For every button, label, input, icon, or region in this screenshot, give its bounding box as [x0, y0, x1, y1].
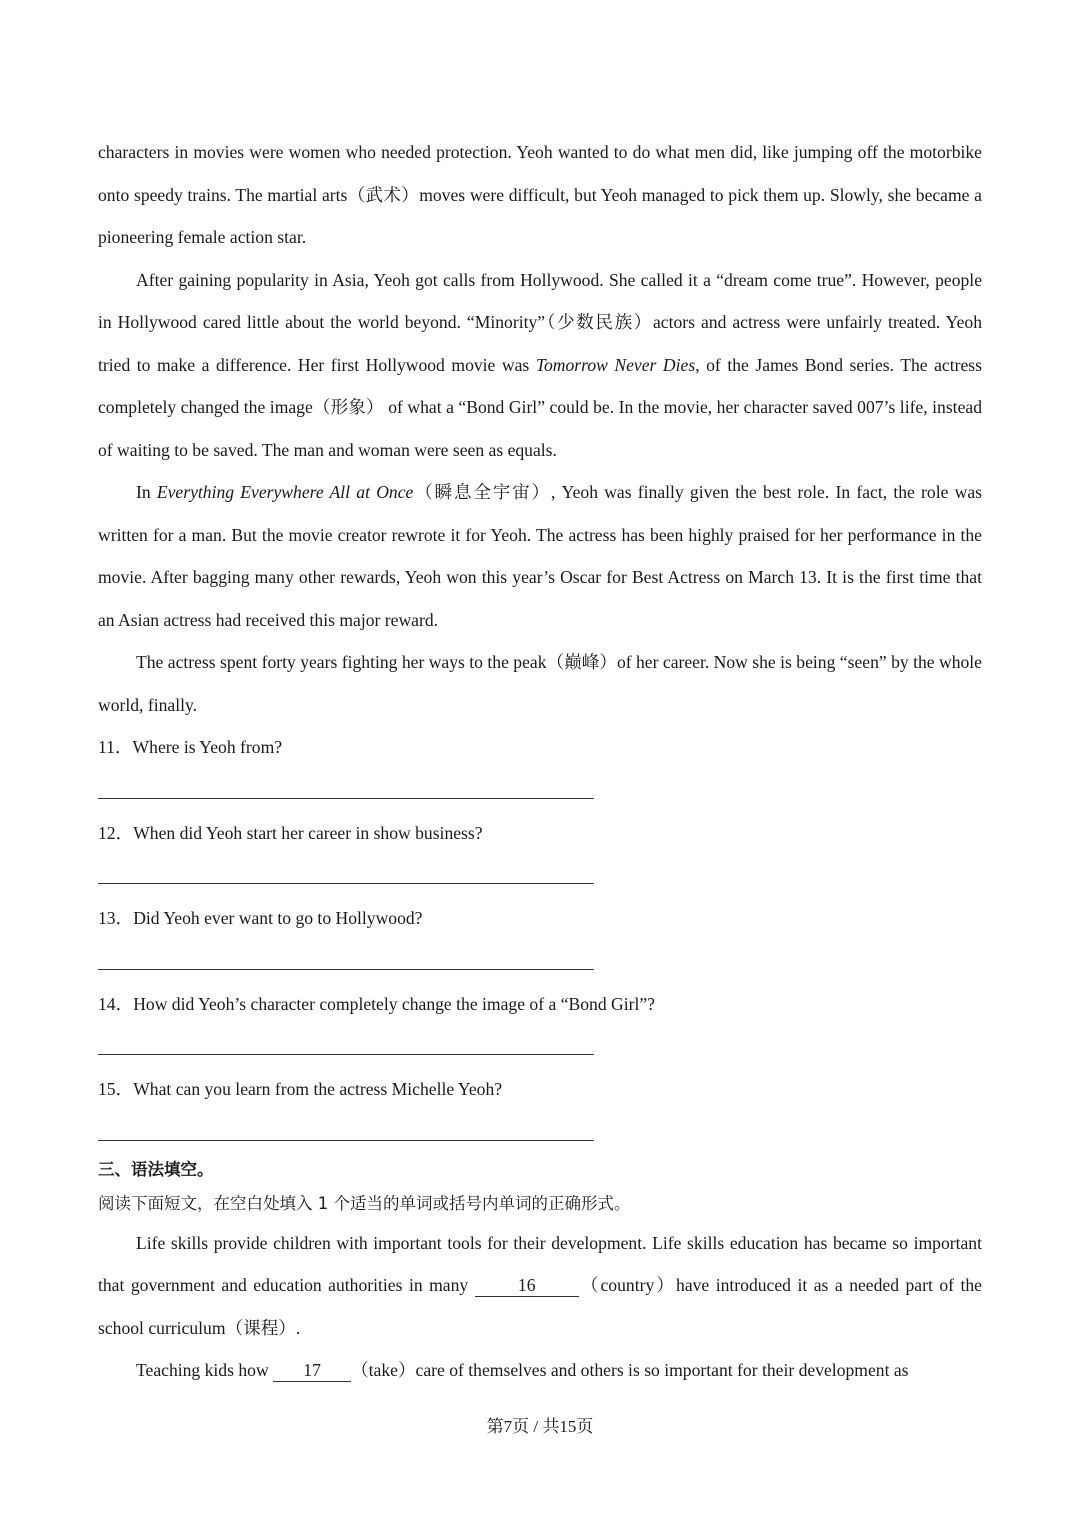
document-body [98, 131, 982, 1392]
question-number: 14． [98, 993, 134, 1014]
question-text: How did Yeoh’s character completely change the image of a “Bond Girl”? [133, 993, 655, 1014]
question-text: Where is Yeoh from? [132, 737, 283, 757]
question-11 [98, 726, 982, 769]
question-number: 15． [98, 1079, 134, 1099]
movie-title: Tomorrow Never Dies [535, 354, 696, 375]
answer-line-13 [98, 969, 594, 970]
question-number: 12． [98, 822, 134, 843]
question-12 [98, 812, 982, 855]
grammar-paragraph-1 [98, 1222, 982, 1350]
answer-line-12 [98, 883, 594, 884]
passage-paragraph-2 [98, 259, 982, 472]
passage-text: （country）have introduced it as a needed part of the school curriculum（课程）. [98, 1275, 982, 1338]
passage-text: In [136, 482, 157, 502]
movie-title: Everything Everywhere All at Once [156, 482, 414, 502]
passage-paragraph-4: The actress spent forty years fighting her ways to the peak（巅峰）of her career. Now she is being “seen” by the whole world, finally. [98, 652, 982, 715]
question-text: Did Yeoh ever want to go to Hollywood? [133, 908, 423, 928]
question-14 [98, 983, 982, 1026]
question-15 [98, 1068, 982, 1111]
blank-17: 17 [273, 1359, 351, 1382]
passage-paragraph-3 [98, 471, 982, 641]
grammar-paragraph-2 [98, 1349, 982, 1392]
passage-text: （瞬息全宇宙）, Yeoh was finally given the best role. In fact, the role was written for a man. But the movie creator rewrote it for Yeoh. The actress has been highly praised for her performance in the movie. After bagging many other rewards, Yeoh won this year’s Oscar for Best Actress on March 13. It is the first time that an Asian actress had received this major reward. [98, 482, 982, 630]
section-title: 三、语法填空。 [98, 1159, 214, 1179]
question-list [98, 726, 982, 1141]
page-footer: 第7页 / 共15页 [486, 1417, 594, 1436]
answer-line-14 [98, 1054, 594, 1055]
passage-text: After gaining popularity in Asia, Yeoh got calls from Hollywood. She called it a “dream come true”. However, people in Hollywood cared little about the world beyond. “Minority”（少数民族）actors and actress were unfairly treated. Yeoh tried to make a difference. Her first Hollywood movie was [98, 269, 982, 375]
question-text: What can you learn from the actress Michelle Yeoh? [133, 1079, 503, 1099]
answer-line-15 [98, 1140, 594, 1141]
passage-text: Life skills provide children with important tools for their development. Life skills education has became so important that government and education authorities in many [98, 1232, 982, 1295]
question-text: When did Yeoh start her career in show business? [133, 822, 483, 843]
passage-text: （take）care of themselves and others is so important for their development as [351, 1360, 909, 1380]
blank-16: 16 [475, 1274, 579, 1297]
question-number: 11． [98, 737, 133, 757]
passage-text: , of the James Bond series. The actress completely changed the image（形象） of what a “Bond Girl” could be. In the movie, her character saved 007’s life, instead of waiting to be saved. The man and woman were seen as equals. [98, 354, 982, 460]
passage-text: Teaching kids how [136, 1360, 274, 1380]
answer-line-11 [98, 798, 594, 799]
question-13 [98, 897, 982, 940]
passage-paragraph-1: characters in movies were women who needed protection. Yeoh wanted to do what men did, like jumping off the motorbike onto speedy trains. The martial arts（武术）moves were difficult, but Yeoh managed to pick them up. Slowly, she became a pioneering female action star. [98, 142, 982, 247]
section-instruction: 阅读下面短文，在空白处填入 1 个适当的单词或括号内单词的正确形式。 [98, 1193, 631, 1213]
question-number: 13． [98, 908, 134, 928]
